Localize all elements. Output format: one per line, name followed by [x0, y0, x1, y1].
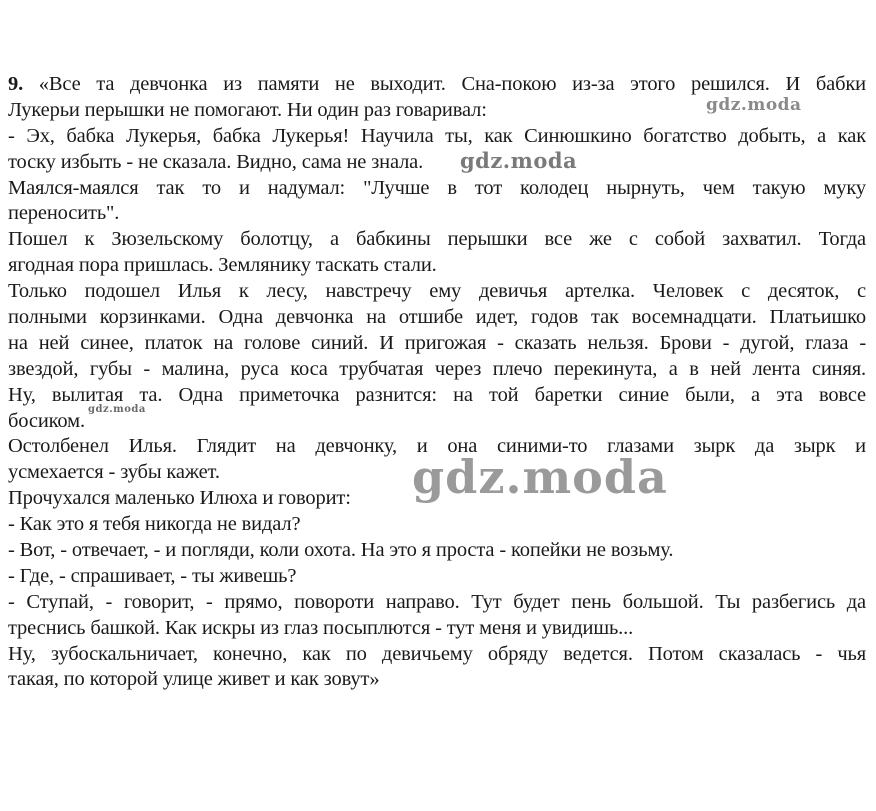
text-line: Только подошел Илья к лесу, навстречу ему девичья артелка. Человек с десяток, с: [8, 280, 866, 303]
text-line: Лукерьи перышки не помогают. Ни один раз говаривал:: [8, 98, 487, 121]
text-line: треснись башкой. Как искры из глаз посыплются - тут меня и увидишь...: [8, 616, 634, 639]
text-line: переносить".: [8, 202, 120, 225]
text-line: - Вот, - отвечает, - и погляди, коли охота. На это я проста - копейки не возьму.: [8, 539, 674, 562]
text-line: - Эх, бабка Лукерья, бабка Лукерья! Научила ты, как Синюшкино богатство добыть, а как: [8, 124, 866, 147]
text-line: такая, по которой улице живет и как зовут»: [8, 668, 380, 691]
text-line: Ну, вылитая та. Одна приметочка разнится: на той баретки синие были, а эта вовсе: [8, 383, 866, 406]
text-line: Ну, зубоскальничает, конечно, как по девичьему обряду ведется. Потом сказалась - чья: [8, 642, 866, 665]
text-line: усмехается - зубы кажет.: [8, 461, 220, 484]
watermark: gdz.moda: [460, 148, 578, 173]
text-line: звездой, губы - малина, руса коса трубчатая через плечо перекинута, а в ней лента синяя.: [8, 357, 866, 380]
text-line: - Ступай, - говорит, - прямо, повороти направо. Тут будет пень большой. Ты разбегись да: [8, 590, 866, 613]
text-line: Прочухался маленько Илюха и говорит:: [8, 487, 351, 510]
text-line: босиком.: [8, 409, 85, 432]
text-line: ягодная пора пришлась. Землянику таскать стали.: [8, 254, 437, 277]
text-line: - Как это я тебя никогда не видал?: [8, 513, 301, 536]
text-line: на ней синее, платок на голове синий. И пригожая - сказать нельзя. Брови - дугой, глаза -: [8, 331, 866, 354]
watermark: gdz.moda: [706, 95, 802, 115]
text-line: Пошел к Зюзельскому болотцу, а бабкины перышки все же с собой захватил. Тогда: [8, 228, 866, 251]
exercise-number: 9.: [8, 73, 24, 95]
watermark-logo: gdz.moda: [412, 450, 668, 504]
text-line: тоску избыть - не сказала. Видно, сама не знала.: [8, 150, 424, 173]
text-line: Остолбенел Илья. Глядит на девчонку, и она синими-то глазами зырк да зырк и: [8, 435, 866, 458]
text-line: Маялся-маялся так то и надумал: "Лучше в тот колодец нырнуть, чем такую муку: [8, 176, 866, 199]
exercise-text: [8, 72, 866, 693]
text-line: - Где, - спрашивает, - ты живешь?: [8, 564, 297, 587]
watermark: gdz.moda: [88, 404, 146, 415]
text-line: полными корзинками. Одна девчонка на отшибе идет, годов так восемнадцати. Платьишко: [8, 306, 866, 329]
text-line: 9. «Все та девчонка из памяти не выходит. Сна-покою из-за этого решился. И бабки: [8, 73, 866, 95]
